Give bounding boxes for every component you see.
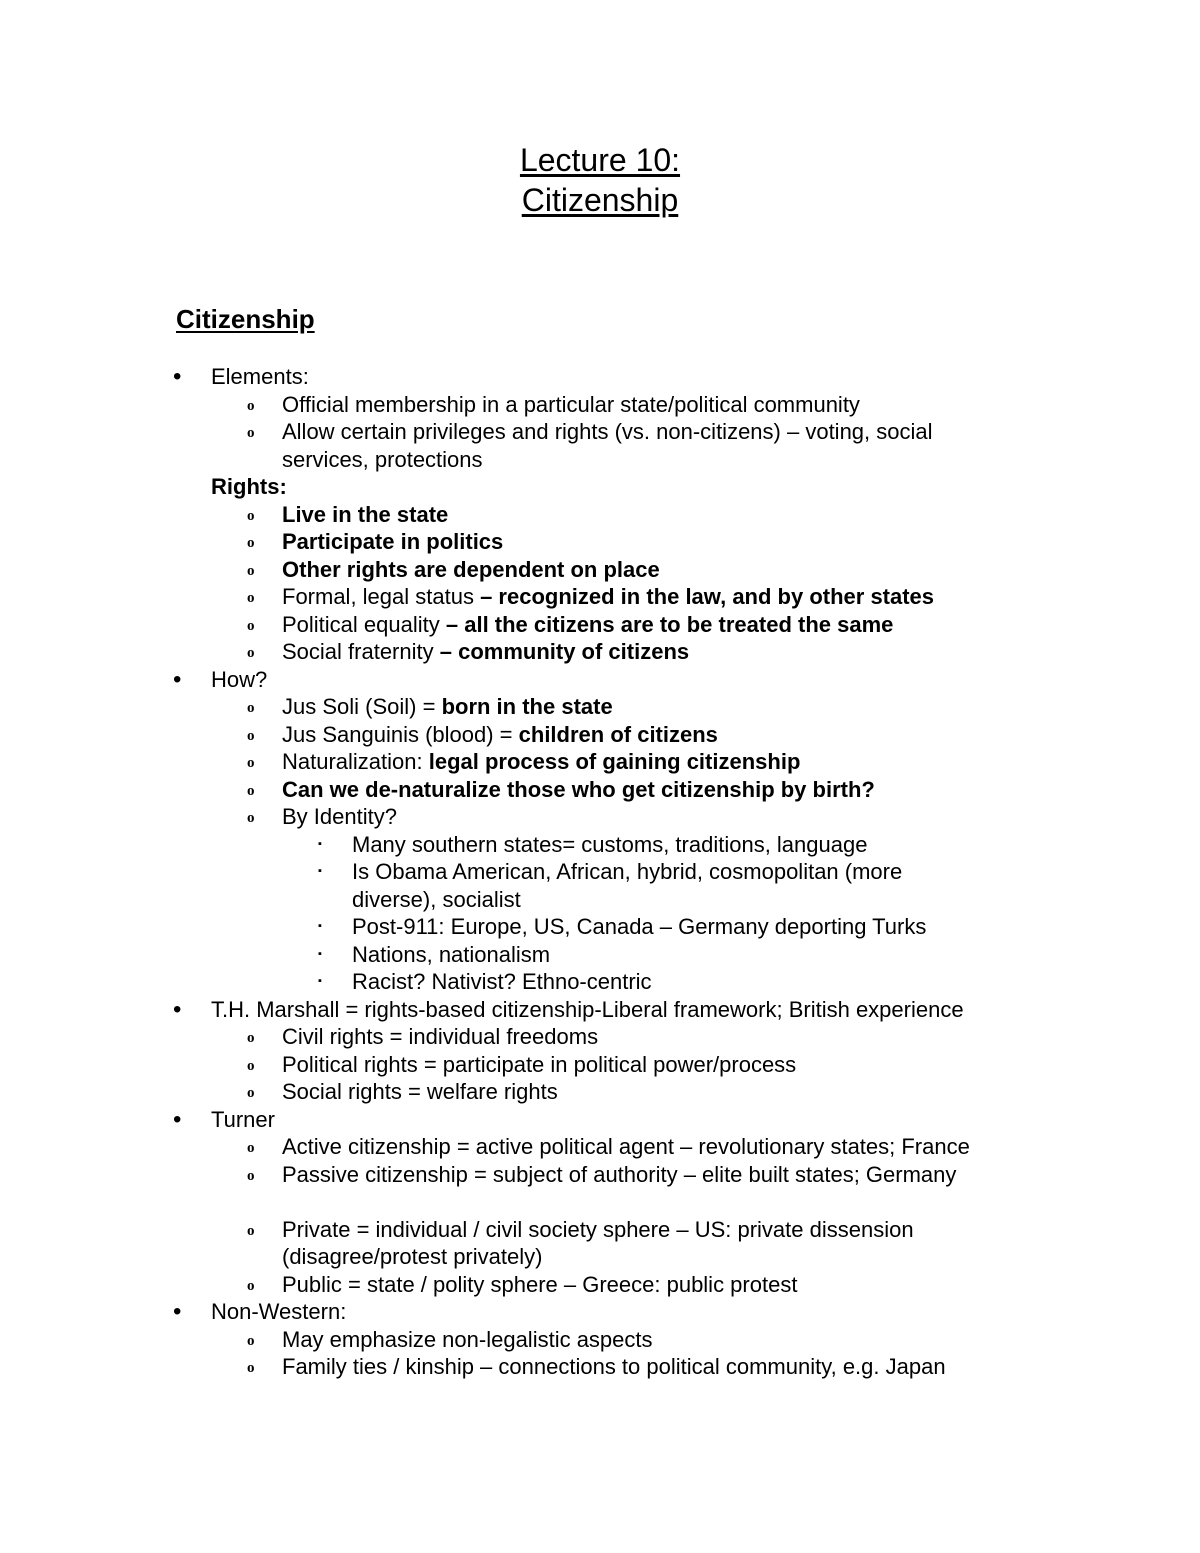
circle-marker: o — [247, 1057, 255, 1074]
sub-item — [247, 1326, 653, 1354]
sub-item — [247, 1078, 558, 1106]
item-text — [282, 1243, 542, 1271]
circle-marker: o — [247, 782, 255, 799]
item-text — [282, 1216, 914, 1244]
item-text — [352, 831, 867, 859]
plain-text: Active citizenship = active political agent – revolutionary states; France — [282, 1134, 970, 1159]
bullet-marker: • — [173, 665, 182, 693]
circle-marker: o — [247, 397, 255, 414]
plain-text: Many southern states= customs, traditions, language — [352, 831, 868, 857]
circle-marker: o — [247, 700, 255, 716]
circle-marker: o — [247, 535, 255, 551]
circle-marker: o — [247, 1167, 255, 1184]
plain-text: (disagree/protest privately) — [282, 1244, 543, 1269]
sub-item — [247, 803, 397, 831]
plain-text: Post-911: Europe, US, Canada – Germany deporting Turks — [352, 914, 927, 939]
plain-text: Family ties / kinship – connections to political community, e.g. Japan — [282, 1354, 946, 1379]
document-title — [0, 140, 1200, 220]
item-text — [211, 1106, 275, 1134]
sub-sub-item — [318, 831, 868, 859]
circle-marker: o — [247, 1085, 255, 1101]
circle-marker: o — [247, 1277, 255, 1294]
sub-item — [247, 1023, 599, 1051]
circle-marker: o — [247, 1332, 255, 1349]
bullet-item — [173, 1105, 275, 1134]
item-text — [282, 418, 933, 446]
circle-marker: o — [247, 617, 255, 634]
sub-item — [247, 1353, 946, 1381]
square-marker: ▪ — [318, 975, 322, 987]
plain-text: Social fraternity — [282, 639, 440, 664]
sub-item — [247, 583, 935, 611]
plain-text: Private = individual / civil society sphere – US: private dissension — [282, 1216, 914, 1242]
bold-text: – recognized in the law, and by other states — [480, 584, 935, 609]
item-text — [211, 363, 309, 391]
item-text — [282, 391, 860, 419]
sub-item — [247, 556, 660, 584]
bold-text: Participate in politics — [282, 529, 504, 554]
circle-marker: o — [247, 425, 255, 441]
item-text — [282, 528, 503, 556]
title-line-1: Lecture 10: — [519, 142, 681, 178]
sub-sub-item — [318, 858, 903, 886]
bullet-marker: • — [173, 363, 182, 390]
plain-text: Elements: — [211, 364, 309, 389]
item-text — [282, 1271, 797, 1299]
sub-item — [247, 1161, 957, 1189]
item-text — [282, 1023, 598, 1051]
bold-text: legal process of gaining citizenship — [428, 749, 801, 774]
plain-text: Jus Soli (Soil) = — [282, 694, 442, 719]
bullet-item — [173, 665, 268, 694]
plain-text: Is Obama American, African, hybrid, cosmopolitan (more — [352, 859, 903, 884]
sub-sub-item — [318, 913, 927, 941]
plain-text: Nations, nationalism — [352, 941, 551, 967]
bold-text: children of citizens — [518, 721, 718, 747]
item-text — [282, 748, 800, 776]
item-continuation — [282, 446, 483, 474]
plain-text: Civil rights = individual freedoms — [282, 1024, 599, 1049]
sub-item — [247, 528, 504, 556]
circle-marker: o — [247, 1222, 255, 1239]
item-text — [282, 638, 689, 666]
rights-label — [211, 473, 287, 501]
square-marker: ▪ — [318, 837, 322, 850]
square-marker: ▪ — [318, 947, 322, 960]
bold-text: Rights: — [211, 474, 287, 499]
plain-text: Allow certain privileges and rights (vs. non-citizens) – voting, social — [282, 419, 933, 444]
circle-marker: o — [247, 590, 255, 606]
sub-sub-item — [318, 968, 652, 996]
sub-item — [247, 418, 933, 446]
bullet-marker: • — [173, 995, 182, 1023]
circle-marker: o — [247, 507, 255, 524]
item-text — [352, 858, 902, 886]
item-text — [211, 473, 287, 501]
plain-text: T.H. Marshall = rights-based citizenship-Liberal framework; British experience — [211, 996, 964, 1022]
item-text — [282, 583, 934, 611]
plain-text: May emphasize non-legalistic aspects — [282, 1326, 653, 1352]
sub-item — [247, 391, 860, 419]
sub-item — [247, 776, 875, 804]
bold-text: – community of citizens — [439, 639, 690, 664]
sub-item — [247, 638, 690, 666]
sub-item — [247, 611, 894, 639]
plain-text: Racist? Nativist? Ethno-centric — [352, 969, 652, 994]
plain-text: Formal, legal status — [282, 584, 481, 609]
circle-marker: o — [247, 727, 255, 744]
sub-item — [247, 1133, 970, 1161]
item-text — [282, 693, 613, 721]
plain-text: Social rights = welfare rights — [282, 1079, 558, 1104]
sub-item — [247, 1051, 797, 1079]
item-text — [282, 501, 448, 529]
bullet-item — [173, 995, 964, 1024]
sub-item — [247, 1271, 798, 1299]
section-heading: Citizenship — [176, 304, 315, 334]
item-text — [282, 1161, 956, 1189]
square-marker: ▪ — [318, 865, 322, 877]
bold-text: born in the state — [441, 694, 613, 719]
plain-text: services, protections — [282, 446, 483, 472]
bullet-marker: • — [173, 1105, 182, 1133]
item-text — [282, 1326, 653, 1354]
plain-text: Official membership in a particular state/political community — [282, 391, 860, 417]
circle-marker: o — [247, 755, 255, 771]
bold-text: Other rights are dependent on place — [282, 556, 660, 582]
item-text — [282, 1078, 558, 1106]
plain-text: diverse), socialist — [352, 886, 521, 912]
sub-item — [247, 748, 801, 776]
item-text — [282, 446, 483, 474]
item-text — [282, 556, 660, 584]
circle-marker: o — [247, 645, 255, 661]
bold-text: Live in the state — [282, 501, 449, 527]
circle-marker: o — [247, 810, 255, 826]
item-text — [352, 886, 521, 914]
item-text — [282, 803, 397, 831]
item-text — [352, 913, 926, 941]
circle-marker: o — [247, 562, 255, 579]
item-text — [211, 996, 964, 1024]
plain-text: Jus Sanguinis (blood) = — [282, 721, 519, 747]
bullet-item — [173, 363, 309, 391]
plain-text: Naturalization: — [282, 749, 429, 774]
sub-item — [247, 501, 449, 529]
item-text — [352, 941, 550, 969]
item-text — [352, 968, 652, 996]
item-text — [211, 1298, 346, 1326]
bullet-marker: • — [173, 1298, 182, 1325]
sub-item — [247, 721, 718, 749]
item-text — [282, 721, 718, 749]
item-text — [211, 666, 267, 694]
sub-item — [247, 1216, 914, 1244]
bullet-item — [173, 1298, 347, 1326]
circle-marker: o — [247, 1030, 255, 1046]
item-text — [282, 776, 875, 804]
item-text — [282, 1353, 946, 1381]
plain-text: Political equality — [282, 611, 446, 637]
plain-text: Political rights = participate in political power/process — [282, 1051, 797, 1077]
bold-text: – all the citizens are to be treated the same — [445, 611, 894, 637]
plain-text: Non-Western: — [211, 1299, 347, 1324]
plain-text: Passive citizenship = subject of authority – elite built states; Germany — [282, 1161, 957, 1187]
sub-item — [247, 693, 613, 721]
item-text — [282, 1133, 970, 1161]
plain-text: Turner — [211, 1106, 275, 1132]
item-text — [282, 611, 893, 639]
plain-text: How? — [211, 666, 268, 692]
circle-marker: o — [247, 1360, 255, 1376]
title-line-2: Citizenship — [521, 182, 679, 218]
bold-text: Can we de-naturalize those who get citizenship by birth? — [282, 776, 875, 802]
plain-text: Public = state / polity sphere – Greece: public protest — [282, 1271, 798, 1297]
plain-text: By Identity? — [282, 804, 397, 829]
circle-marker: o — [247, 1140, 255, 1156]
item-text — [282, 1051, 796, 1079]
item-continuation — [282, 1243, 542, 1271]
item-continuation — [352, 886, 521, 914]
square-marker: ▪ — [318, 920, 322, 932]
sub-sub-item — [318, 941, 551, 969]
